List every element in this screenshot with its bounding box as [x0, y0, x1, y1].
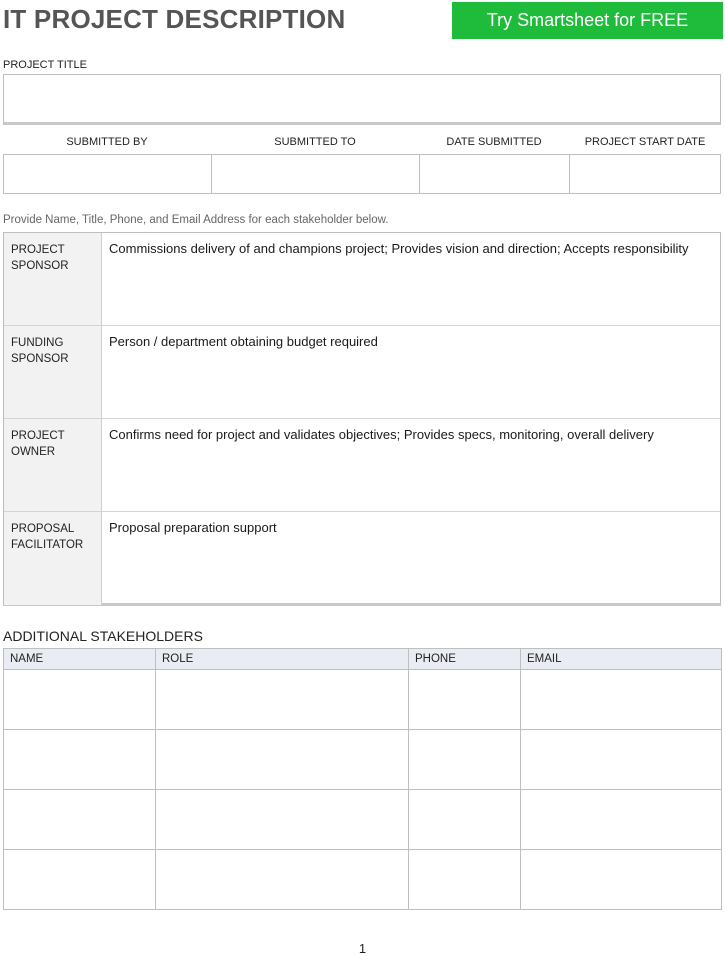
- stakeholder-description[interactable]: Proposal preparation support: [109, 520, 277, 535]
- stakeholder-role-label: [4, 419, 102, 511]
- table-row: [4, 790, 722, 850]
- submission-header: [3, 136, 721, 154]
- submitted-by-label: SUBMITTED BY: [66, 136, 148, 148]
- phone-cell[interactable]: [409, 850, 521, 910]
- additional-stakeholders-table: [3, 648, 722, 910]
- role-label-line: SPONSOR: [11, 353, 69, 365]
- stakeholder-row: [4, 233, 720, 326]
- project-title-label: PROJECT TITLE: [3, 59, 87, 71]
- phone-cell[interactable]: [409, 790, 521, 850]
- role-cell[interactable]: [156, 670, 409, 730]
- role-label-line: FUNDING: [11, 337, 64, 349]
- page-title: IT PROJECT DESCRIPTION: [3, 4, 346, 34]
- name-cell[interactable]: [4, 670, 156, 730]
- email-cell[interactable]: [521, 670, 722, 730]
- stakeholder-row: [4, 419, 720, 512]
- name-column-header: NAME: [4, 649, 156, 670]
- role-label-line: FACILITATOR: [11, 539, 84, 551]
- date-submitted-label: DATE SUBMITTED: [446, 136, 542, 148]
- phone-cell[interactable]: [409, 730, 521, 790]
- submitted-by-field[interactable]: [4, 155, 212, 193]
- email-cell[interactable]: [521, 790, 722, 850]
- role-label-line: PROPOSAL: [11, 523, 75, 535]
- date-submitted-field[interactable]: [420, 155, 570, 193]
- submitted-to-label: SUBMITTED TO: [274, 136, 356, 148]
- role-label-line: PROJECT: [11, 244, 65, 256]
- stakeholder-role-label: [4, 512, 102, 605]
- stakeholder-role-label: [4, 326, 102, 418]
- try-smartsheet-button[interactable]: Try Smartsheet for FREE: [452, 2, 723, 39]
- table-row: [4, 730, 722, 790]
- stakeholder-row: [4, 512, 720, 605]
- project-start-date-label: PROJECT START DATE: [584, 136, 706, 148]
- stakeholder-table: [3, 232, 721, 606]
- name-cell[interactable]: [4, 730, 156, 790]
- phone-column-header: PHONE: [409, 649, 521, 670]
- stakeholder-description[interactable]: Commissions delivery of and champions project; Provides vision and direction; Accepts responsibility: [109, 241, 689, 256]
- email-column-header: EMAIL: [521, 649, 722, 670]
- submitted-to-field[interactable]: [212, 155, 420, 193]
- name-cell[interactable]: [4, 850, 156, 910]
- stakeholder-row: [4, 326, 720, 419]
- table-row: [4, 850, 722, 910]
- phone-cell[interactable]: [409, 670, 521, 730]
- role-label-line: PROJECT: [11, 430, 65, 442]
- table-row: [4, 670, 722, 730]
- role-column-header: ROLE: [156, 649, 409, 670]
- role-cell[interactable]: [156, 850, 409, 910]
- project-start-date-field[interactable]: [570, 155, 720, 193]
- stakeholder-description[interactable]: Person / department obtaining budget required: [109, 334, 378, 349]
- project-title-field[interactable]: [3, 74, 721, 125]
- role-cell[interactable]: [156, 790, 409, 850]
- stakeholder-instruction: Provide Name, Title, Phone, and Email Address for each stakeholder below.: [3, 214, 389, 226]
- email-cell[interactable]: [521, 850, 722, 910]
- stakeholder-role-label: [4, 233, 102, 325]
- email-cell[interactable]: [521, 730, 722, 790]
- page-number: 1: [358, 941, 367, 956]
- table-header-row: [4, 649, 722, 670]
- role-cell[interactable]: [156, 730, 409, 790]
- stakeholder-description[interactable]: Confirms need for project and validates objectives; Provides specs, monitoring, overall delivery: [109, 427, 654, 442]
- submission-row: [3, 154, 721, 194]
- role-label-line: SPONSOR: [11, 260, 69, 272]
- name-cell[interactable]: [4, 790, 156, 850]
- additional-stakeholders-heading: ADDITIONAL STAKEHOLDERS: [3, 628, 203, 644]
- role-label-line: OWNER: [11, 446, 56, 458]
